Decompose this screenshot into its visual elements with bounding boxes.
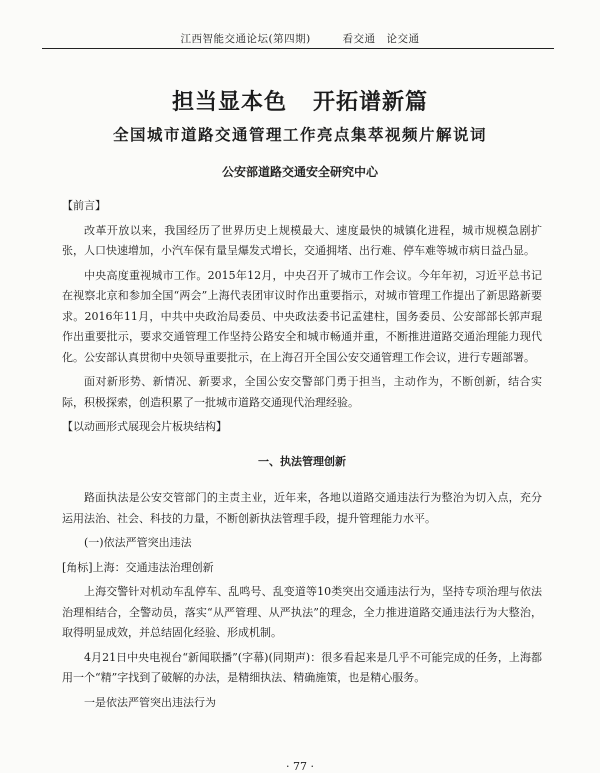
benchmark-label: [角标]上海：交通违法治理创新 xyxy=(62,560,214,574)
running-header xyxy=(0,31,600,46)
column-name: 看交通 论交通 xyxy=(342,33,420,45)
format-note: 【以动画形式展现会片板块结构】 xyxy=(62,420,227,433)
paragraph-1: 改革开放以来，我国经历了世界历史上规模最大、速度最快的城镇化进程，城市规模急剧扩张，人口快速增加，小汽车保有量呈爆发式增长，交通拥堵、出行难、停车难等城市病日益凸显。 xyxy=(62,223,542,257)
paragraph-3: 面对新形势、新情况、新要求，全国公安交警部门勇于担当，主动作为，不断创新，结合实际，积极探索，创造积累了一批城市道路交通现代治理经验。 xyxy=(62,375,542,409)
header-divider xyxy=(42,48,554,49)
shanghai-paragraph: 上海交警针对机动车乱停车、乱鸣号、乱变道等10类突出交通违法行为，坚持专项治理与依法治理相结合，全警动员，落实“从严管理、从严执法”的理念，全力推进道路交通违法行为大整治，取得明显成效，并总结固化经验、形成机制。 xyxy=(62,585,542,639)
article-title xyxy=(0,85,600,116)
article-body xyxy=(62,196,542,717)
article-subtitle: 全国城市道路交通管理工作亮点集萃视频片解说词 xyxy=(112,125,487,144)
subsection-heading: (一)依法严管突出违法 xyxy=(84,536,192,549)
section-paragraph: 路面执法是公安交管部门的主责主业，近年来，各地以道路交通违法行为整治为切入点，充分运用法治、社会、科技的力量，不断创新执法管理手段，提升管理能力水平。 xyxy=(62,491,542,525)
preface-label: 【前言】 xyxy=(62,199,106,212)
title-part-2: 开拓谱新篇 xyxy=(313,90,429,115)
paragraph-2: 中央高度重视城市工作。2015年12月，中央召开了城市工作会议。今年年初，习近平总书记在视察北京和参加全国“两会”上海代表团审议时作出重要指示，对城市管理工作提出了新思路新要求。2016年11月，中共中央政治局委员、中央政法委书记孟建柱，国务委员、公安部部长郭声琨作出重要批示，要求交通管理工作坚持公路安全和城市畅通并重，不断推进道路交通治理能力现代化。公安部认真贯彻中央领导重要批示，在上海召开全国公安交通管理工作会议，进行专题部署。 xyxy=(62,268,542,364)
news-paragraph: 4月21日中央电视台“新闻联播”(字幕)(同期声)：很多看起来是几乎不可能完成的任务，上海都用一个“精”字找到了破解的办法，是精细执法、精确施策，也是精心服务。 xyxy=(62,650,542,684)
section-heading: 一、执法管理创新 xyxy=(258,454,346,468)
author-organization: 公安部道路交通安全研究中心 xyxy=(221,165,378,179)
page-number: · 77 · xyxy=(286,760,314,773)
journal-name: 江西智能交通论坛(第四期) xyxy=(180,33,311,45)
point-one: 一是依法严管突出违法行为 xyxy=(84,695,216,709)
title-part-1: 担当显本色 xyxy=(171,90,287,115)
